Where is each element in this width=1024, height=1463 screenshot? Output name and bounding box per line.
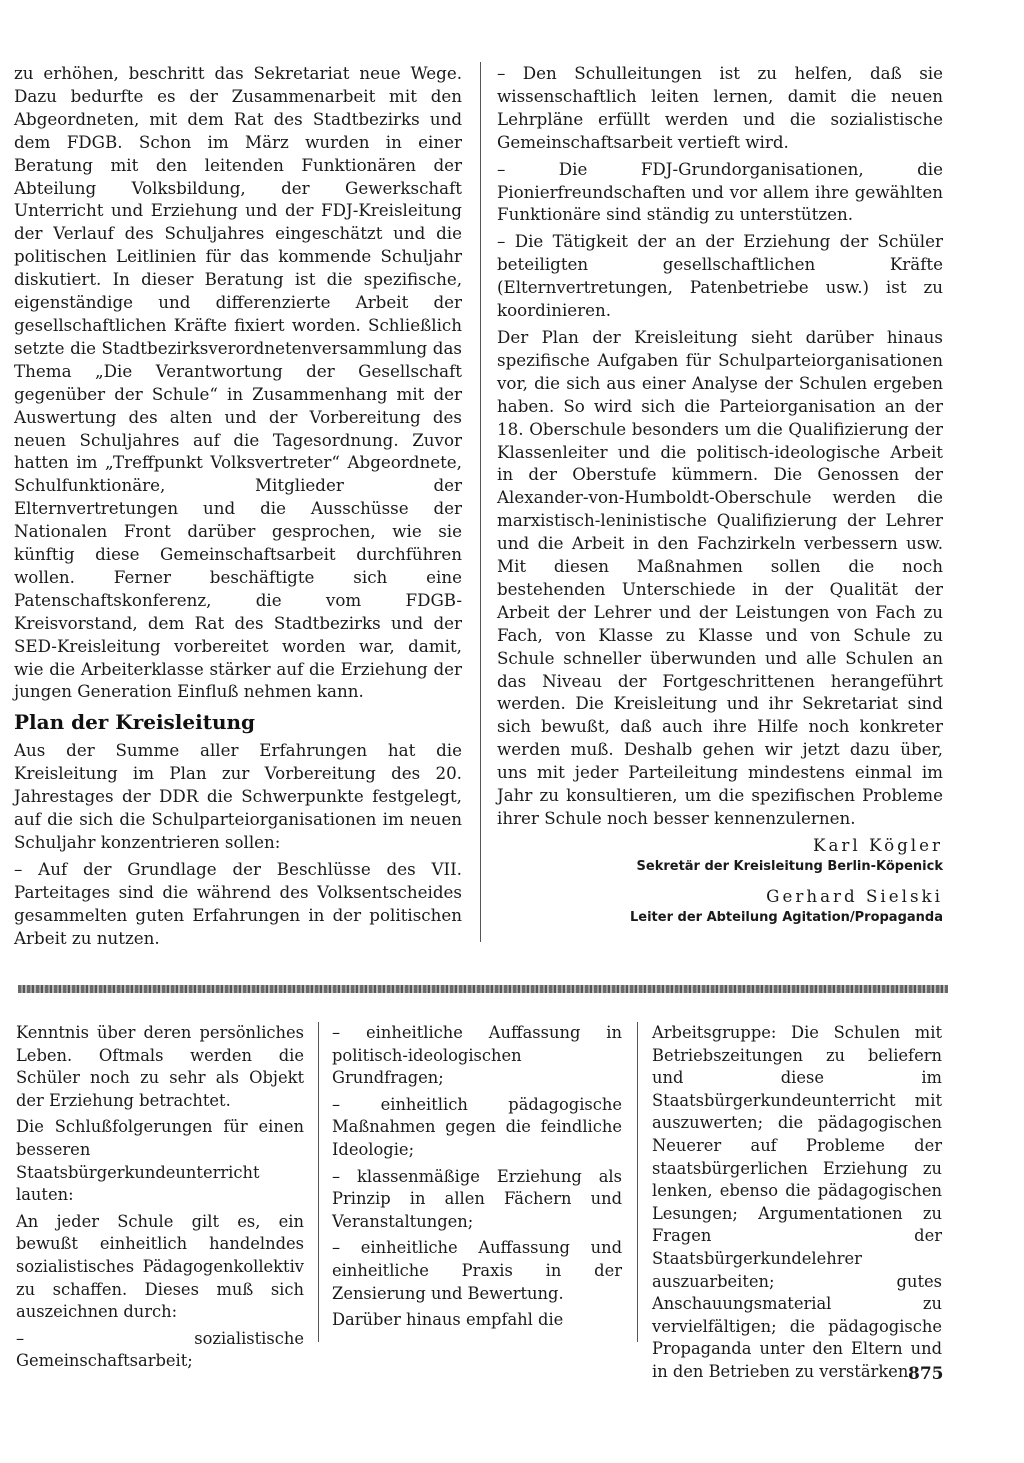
top-left-column — [14, 62, 462, 954]
column-divider — [637, 1022, 638, 1342]
column-divider — [318, 1022, 319, 1342]
bottom-column-3 — [652, 1022, 942, 1388]
list-item: – Auf der Grundlage der Beschlüsse des VII. Parteitages sind die während des Volksentscheides gesammelten guten Erfahrungen in der politischen Arbeit zu nutzen. — [14, 858, 462, 948]
top-right-column — [497, 62, 943, 936]
body-paragraph: Arbeitsgruppe: Die Schulen mit Betriebszeitungen zu beliefern und diese im Staatsbürgerkundeunterricht mit auszuwerten; die pädagogischen Neuerer auf Probleme der staatsbürgerlichen Erziehung zu lenken, ebenso die pädagogischen Lesungen; Argumentationen zu Fragen der Staatsbürgerkundelehrer auszuarbeiten; gutes Anschauungsmaterial zu vervielfältigen; die pädagogische Propaganda unter den Eltern und in den Betrieben zu verstärken. — [652, 1023, 942, 1381]
body-paragraph: Die Schlußfolgerungen für einen besseren Staatsbürgerkundeunterricht lauten: — [16, 1117, 304, 1205]
list-item: – Die FDJ-Grundorganisationen, die Pionierfreundschaften und vor allem ihre gewählten Funktionäre sind ständig zu unterstützen. — [497, 158, 943, 225]
page-number: 875 — [908, 1364, 944, 1384]
section-heading: Plan der Kreisleitung — [14, 710, 256, 735]
signature-role: Sekretär der Kreisleitung Berlin-Köpenick — [636, 858, 943, 874]
body-paragraph: Darüber hinaus empfahl die — [332, 1310, 564, 1330]
list-item: – einheitliche Auffassung in politisch-ideologischen Grundfragen; — [332, 1023, 622, 1088]
list-item: – einheitliche Auffassung und einheitliche Praxis in der Zensierung und Bewertung. — [332, 1238, 622, 1303]
signature-role: Leiter der Abteilung Agitation/Propaganda — [629, 909, 943, 925]
list-item: – klassenmäßige Erziehung als Prinzip in allen Fächern und Veranstaltungen; — [332, 1166, 622, 1231]
body-paragraph: Kenntnis über deren persönliches Leben. Oftmals werden die Schüler noch zu sehr als Objekt der Erziehung betrachtet. — [16, 1023, 304, 1110]
list-item: – Den Schulleitungen ist zu helfen, daß sie wissenschaftlich leiten lernen, damit die neuen Lehrpläne erfüllt werden und die sozialistische Gemeinschaftsarbeit vertieft wird. — [497, 63, 943, 152]
list-item: – sozialistische Gemeinschaftsarbeit; — [16, 1328, 304, 1371]
list-item: – Die Tätigkeit der an der Erziehung der Schüler beteiligten gesellschaftlichen Kräfte (Elternvertretungen, Patenbetriebe usw.) ist zu koordinieren. — [497, 231, 943, 321]
body-paragraph: Der Plan der Kreisleitung sieht darüber hinaus spezifische Aufgaben für Schulparteiorganisationen vor, die sich aus einer Analyse der Schulen ergeben haben. So wird sich die Parteiorganisation an der 18. Oberschule besonders um die Qualifizierung der Klassenleiter und die politisch-ideologische Arbeit in der Oberstufe kümmern. Die Genossen der Alexander-von-Humboldt-Oberschule werden die marxistisch-leninistische Qualifizierung der Lehrer und die Arbeit in den Fachzirkeln verbessern usw. Mit diesen Maßnahmen sollen die noch bestehenden Unterschiede in der Qualität der Arbeit der Lehrer und der Leistungen von Fach zu Fach, von Klasse zu Klasse und von Schule zu Schule schneller überwunden und alle Schulen an das Niveau der Fortgeschrittenen herangeführt werden. Die Kreisleitung und ihr Sekretariat sind sich bewußt, daß auch ihre Hilfe noch konkreter werden muß. Deshalb gehen wir jetzt dazu über, uns mit jeder Parteileitung mindestens einmal im Jahr zu konsultieren, um die spezifischen Probleme ihrer Schule noch besser kennenzulernen. — [497, 326, 943, 828]
column-divider — [480, 62, 481, 942]
signature-name: Karl Kögler — [813, 834, 943, 855]
list-item: – einheitlich pädagogische Maßnahmen gegen die feindliche Ideologie; — [332, 1094, 622, 1159]
body-paragraph: Aus der Summe aller Erfahrungen hat die Kreisleitung im Plan zur Vorbereitung des 20. Jahrestages der DDR die Schwerpunkte festgelegt, auf die sich die Schulparteiorganisationen im neuen Schuljahr konzentrieren sollen: — [14, 740, 462, 852]
bottom-column-1 — [16, 1022, 304, 1377]
section-divider — [18, 985, 948, 993]
bottom-column-2 — [332, 1022, 622, 1336]
body-paragraph: An jeder Schule gilt es, ein bewußt einheitlich handelndes sozialistisches Pädagogenkollektiv zu schaffen. Dieses muß sich auszeichnen durch: — [16, 1211, 304, 1322]
body-paragraph: zu erhöhen, beschritt das Sekretariat neue Wege. Dazu bedurfte es der Zusammenarbeit mit den Abgeordneten, mit dem Rat des Stadtbezirks und dem FDGB. Schon im März wurden in einer Beratung mit den leitenden Funktionären der Abteilung Volksbildung, der Gewerkschaft Unterricht und Erziehung und der FDJ-Kreisleitung der Verlauf des Schuljahres eingeschätzt und die politischen Leitlinien für das kommende Schuljahr diskutiert. In dieser Beratung ist die spezifische, eigenständige und differenzierte Arbeit der gesellschaftlichen Kräfte fixiert worden. Schließlich setzte die Stadtbezirksverordnetenversammlung das Thema „Die Verantwortung der Gesellschaft gegenüber der Schule“ in Zusammenhang mit der Auswertung des alten und der Vorbereitung des neuen Schuljahres auf die Tagesordnung. Zuvor hatten im „Treffpunkt Volksvertreter“ Abgeordnete, Schulfunktionäre, Mitglieder der Elternvertretungen und die Ausschüsse der Nationalen Front darüber gesprochen, wie sie künftig diese Gemeinschaftsarbeit durchführen wollen. Ferner beschäftigte sich eine Patenschaftskonferenz, die vom FDGB-Kreisvorstand, dem Rat des Stadtbezirks und der SED-Kreisleitung vorbereitet worden war, damit, wie die Arbeiterklasse stärker auf die Erziehung der jungen Generation Einfluß nehmen kann. — [14, 63, 462, 702]
signature-name: Gerhard Sielski — [766, 885, 943, 906]
